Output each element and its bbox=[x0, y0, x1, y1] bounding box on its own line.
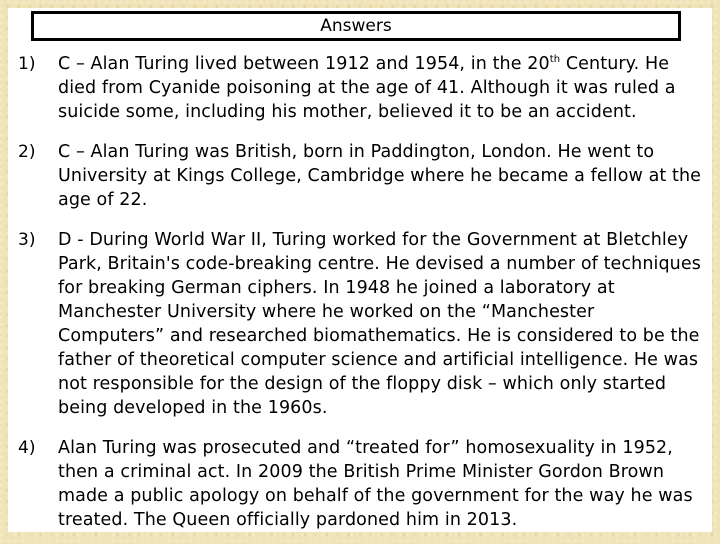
answer-text-part: Century. He died from Cyanide poisoning at the age of 41. Although it was ruled a suicide some, including his mother, believed it to be an accident. bbox=[58, 54, 676, 122]
answer-list bbox=[8, 48, 712, 544]
title-box bbox=[31, 11, 681, 41]
answer-item-1 bbox=[8, 48, 712, 124]
superscript: th bbox=[549, 54, 561, 66]
answer-text: D - During World War II, Turing worked for the Government at Bletchley Park, Britain's code-breaking centre. He devised a number of techniques for breaking German ciphers. In 1948 he joined a laboratory at Manchester University where he worked on the “Manchester Computers” and researched biomathematics. He is considered to be the father of theoretical computer science and artificial intelligence. He was not responsible for the design of the floppy disk – which only started being developed in the 1960s. bbox=[58, 230, 701, 418]
answer-text: Alan Turing was prosecuted and “treated for” homosexuality in 1952, then a criminal act. In 2009 the British Prime Minister Gordon Brown made a public apology on behalf of the government for the way he was treated. The Queen officially pardoned him in 2013. bbox=[58, 438, 693, 530]
answer-item-2 bbox=[8, 136, 712, 212]
answer-number: 3) bbox=[18, 230, 36, 250]
page-title: Answers bbox=[320, 16, 392, 36]
answer-text: C – Alan Turing was British, born in Paddington, London. He went to University at Kings College, Cambridge where he became a fellow at the age of 22. bbox=[58, 142, 702, 210]
answer-item-3 bbox=[8, 224, 712, 420]
answer-text-part: C – Alan Turing lived between 1912 and 1954, in the 20 bbox=[58, 54, 550, 74]
answer-text bbox=[58, 48, 702, 124]
answer-number: 4) bbox=[18, 438, 36, 458]
answer-number: 1) bbox=[18, 54, 36, 74]
answer-item-4 bbox=[8, 432, 712, 532]
answer-number: 2) bbox=[18, 142, 36, 162]
slide bbox=[8, 8, 712, 532]
